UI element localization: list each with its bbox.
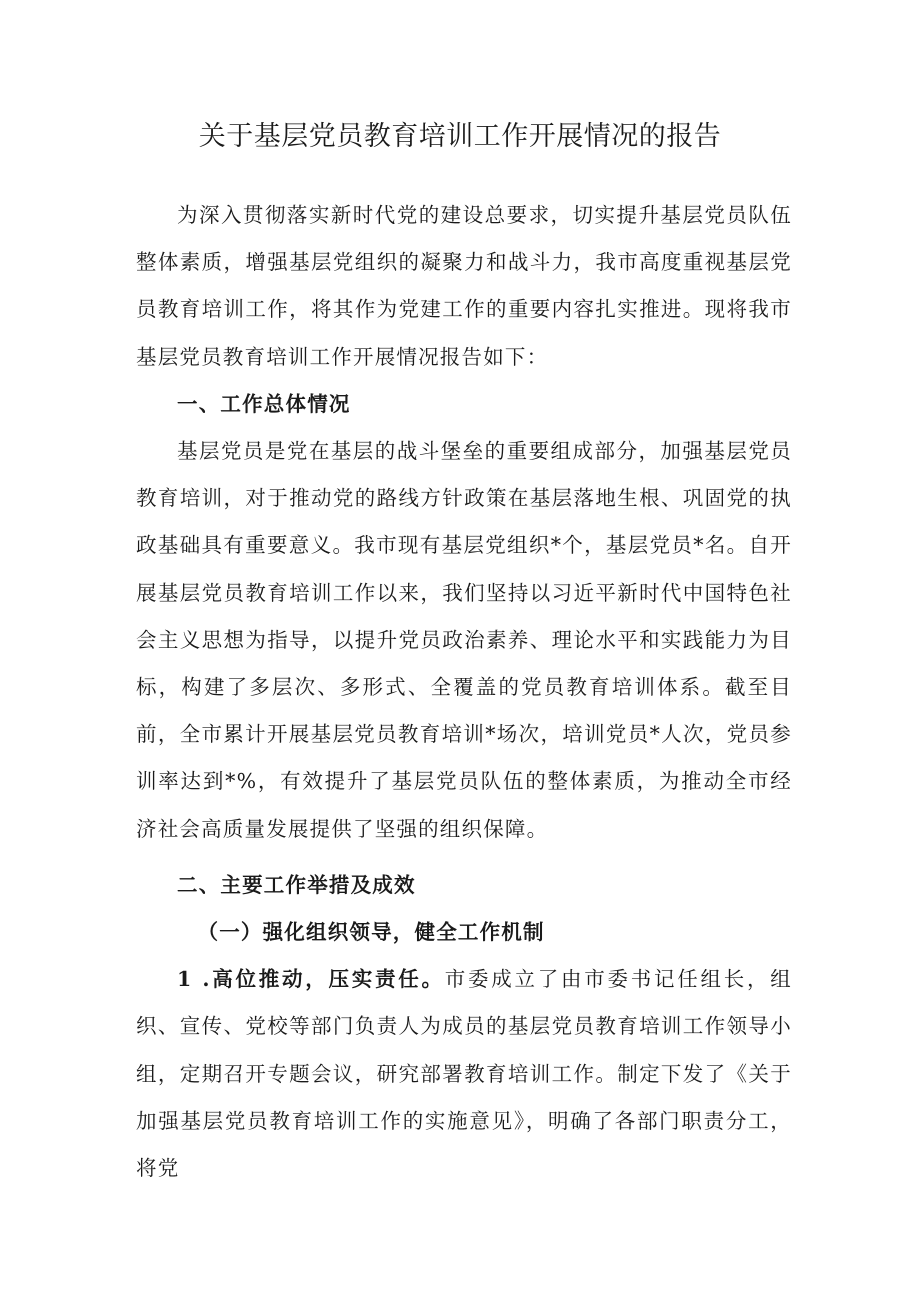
intro-paragraph: 为深入贯彻落实新时代党的建设总要求，切实提升基层党员队伍整体素质，增强基层党组织的凝聚力和战斗力，我市高度重视基层党员教育培训工作，将其作为党建工作的重要内容扎实推进。现将我市基层党员教育培训工作开展情况报告如下：: [136, 203, 792, 369]
document-title: 关于基层党员教育培训工作开展情况的报告: [198, 121, 722, 152]
section-1-heading: 一、工作总体情况: [177, 391, 351, 416]
document-body: [136, 192, 792, 1192]
section-1-paragraph: 基层党员是党在基层的战斗堡垒的重要组成部分，加强基层党员教育培训，对于推动党的路线方针政策在基层落地生根、巩固党的执政基础具有重要意义。我市现有基层党组织*个，基层党员*名。自开展基层党员教育培训工作以来，我们坚持以习近平新时代中国特色社会主义思想为指导，以提升党员政治素养、理论水平和实践能力为目标，构建了多层次、多形式、全覆盖的党员教育培训体系。截至目前，全市累计开展基层党员教育培训*场次，培训党员*人次，党员参训率达到*%，有效提升了基层党员队伍的整体素质，为推动全市经济社会高质量发展提供了坚强的组织保障。: [136, 439, 792, 841]
item-1-lead: 1 .高位推动，压实责任。: [177, 967, 445, 992]
subsection-1-heading: （一）强化组织领导，健全工作机制: [197, 920, 545, 945]
item-1-paragraph: [136, 956, 792, 1192]
item-1-text: 市委成立了由市委书记任组长，组织、宣传、党校等部门负责人为成员的基层党员教育培训工作领导小组，定期召开专题会议，研究部署教育培训工作。制定下发了《关于加强基层党员教育培训工作的实施意见》，明确了各部门职责分工，将党: [136, 967, 792, 1181]
section-2-heading: 二、主要工作举措及成效: [177, 872, 416, 897]
